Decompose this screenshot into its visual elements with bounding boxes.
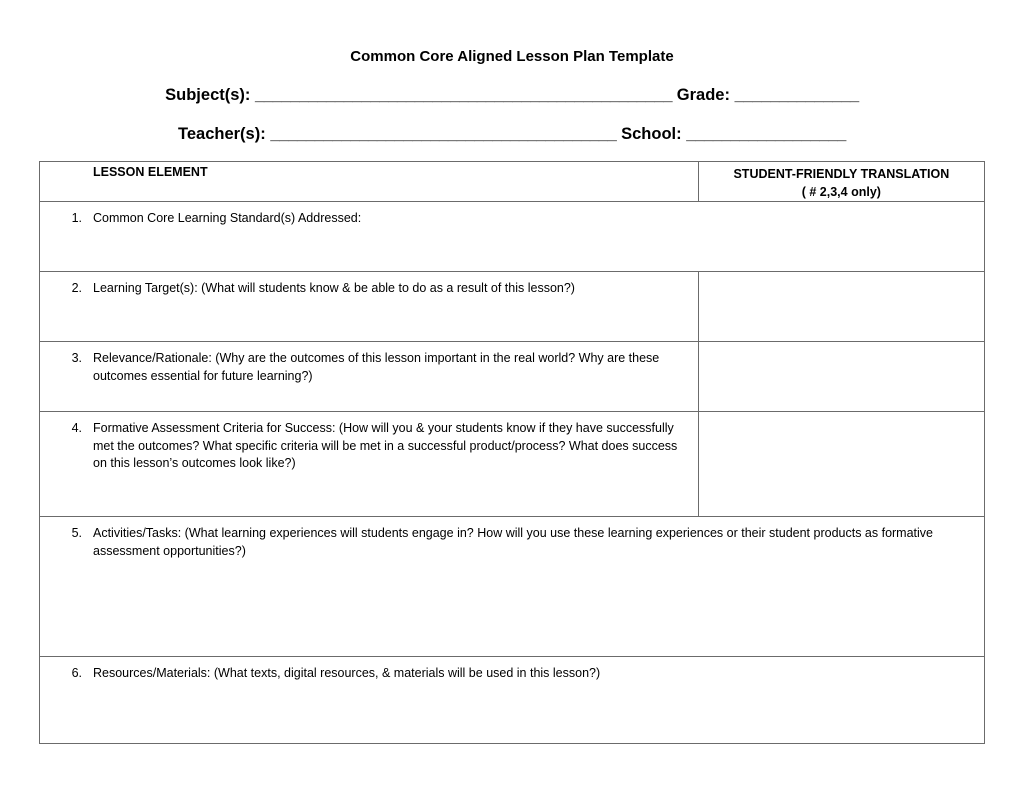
header-lesson-element: LESSON ELEMENT: [40, 162, 699, 202]
table-header-row: [40, 162, 985, 202]
header-student-friendly-translation: [698, 162, 984, 202]
teacher-blank[interactable]: _______________________________________: [270, 125, 617, 143]
school-blank[interactable]: __________________: [686, 125, 846, 143]
element-cell-4[interactable]: [40, 412, 699, 517]
subject-blank[interactable]: _______________________________________________: [255, 86, 673, 104]
table-row: [40, 517, 985, 657]
element-cell-1[interactable]: [40, 202, 985, 272]
translation-cell-3[interactable]: [698, 342, 984, 412]
document-title: Common Core Aligned Lesson Plan Template: [350, 48, 674, 65]
header-right-line2: ( # 2,3,4 only): [801, 185, 881, 199]
grade-label: Grade:: [676, 86, 730, 104]
row-text: Learning Target(s): (What will students know & be able to do as a result of this lesson?): [93, 281, 575, 295]
element-cell-5[interactable]: [40, 517, 985, 657]
subject-label: Subject(s):: [165, 86, 251, 104]
school-label: School:: [621, 125, 682, 143]
lesson-plan-table: [39, 161, 985, 744]
row-number: 4.: [71, 421, 82, 435]
row-text: Formative Assessment Criteria for Success: (How will you & your students know if they have successfully met the outcomes? What specific criteria will be met in a successful product/process? What does success on this lesson’s outcomes look like?): [93, 421, 678, 470]
row-text: Resources/Materials: (What texts, digital resources, & materials will be used in this lesson?): [93, 666, 601, 680]
element-cell-3[interactable]: [40, 342, 699, 412]
translation-cell-2[interactable]: [698, 272, 984, 342]
table-row: [40, 342, 985, 412]
grade-blank[interactable]: ______________: [734, 86, 859, 104]
table-row: [40, 657, 985, 744]
row-text: Common Core Learning Standard(s) Addressed:: [93, 211, 362, 225]
element-cell-6[interactable]: [40, 657, 985, 744]
element-cell-2[interactable]: [40, 272, 699, 342]
row-text: Activities/Tasks: (What learning experiences will students engage in? How will you use these learning experiences or their student products as formative assessment opportunities?): [93, 526, 934, 558]
subject-grade-line: [0, 86, 1024, 105]
translation-cell-4[interactable]: [698, 412, 984, 517]
header-right-line1: STUDENT-FRIENDLY TRANSLATION: [733, 167, 950, 181]
row-text: Relevance/Rationale: (Why are the outcomes of this lesson important in the real world? Why are these outcomes essential for future learning?): [93, 351, 660, 383]
teacher-label: Teacher(s):: [178, 125, 266, 143]
row-number: 5.: [71, 526, 82, 540]
table-row: [40, 412, 985, 517]
table-row: [40, 202, 985, 272]
row-number: 3.: [71, 351, 82, 365]
table-row: [40, 272, 985, 342]
row-number: 2.: [71, 281, 82, 295]
teacher-school-line: [0, 125, 1024, 144]
row-number: 1.: [71, 211, 82, 225]
row-number: 6.: [71, 666, 82, 680]
